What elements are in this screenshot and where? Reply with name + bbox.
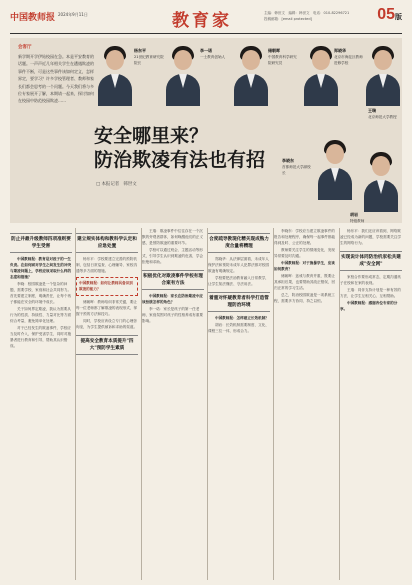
article-columns bbox=[10, 228, 402, 580]
article-column bbox=[340, 228, 402, 580]
person-role: 北京市海淀区教师进修学校 bbox=[334, 55, 363, 65]
callout-box bbox=[76, 277, 138, 296]
paper-date: 2024年9月11日 bbox=[58, 12, 88, 17]
paragraph: 中国教师报：教育是对孩子的一生负责。在如何面对学生之间发生的冲突与欺凌问题上，学校应该采取什么样的态度和措施？ bbox=[10, 257, 72, 279]
article-column bbox=[76, 228, 138, 580]
portrait-bio bbox=[200, 48, 230, 60]
person-name: 杨东平 bbox=[134, 48, 146, 53]
paragraph: 同时，学校应该设立专门的心理咨询室，为学生提供倾诉和求助的渠道。 bbox=[76, 319, 138, 329]
article-column bbox=[208, 228, 270, 580]
paragraph: 关于如何界定欺凌，我认为需要从行为的性质、持续性、力量对比等方面综合考量，避免简单化处理。 bbox=[10, 307, 72, 323]
paragraph: 学校要把法治教育融入日常教学，让学生知法懂法、守法用法。 bbox=[208, 276, 269, 286]
paragraph: 王瑞：欺凌事件中往往存在一个沉默的旁观者群体，如何唤醒他们的正义感，是预防欺凌的重要环节。 bbox=[142, 229, 204, 245]
paragraph: 中国教师报：家长在防治欺凌中应该扮演怎样的角色？ bbox=[142, 294, 203, 304]
paragraph: 李晓东：学校应当建立欺凌事件的报告和处理程序，确保每一起事件都能得到及时、公正的处理。 bbox=[274, 229, 336, 245]
column-logo: 会客厅 bbox=[18, 45, 32, 50]
subhead: 着重对怀疑教育者科学打造管理防治环境 bbox=[208, 292, 270, 312]
headline bbox=[94, 124, 324, 172]
subhead: 防止并最升级教师四项准则要学生受害 bbox=[10, 233, 72, 253]
portrait-photo bbox=[232, 42, 270, 106]
portrait-photo bbox=[164, 42, 202, 106]
portrait-bio bbox=[334, 48, 364, 66]
person-role: 中国教育科学研究院研究员 bbox=[268, 55, 297, 65]
person-name: 王瑞 bbox=[368, 108, 376, 113]
paragraph: 总之，防治校园欺凌是一项系统工程，需要多方协同、持之以恒。 bbox=[274, 293, 335, 303]
paragraph: 家校合作要形成常态，定期沟通孩子在校和在家的表现。 bbox=[340, 275, 401, 285]
paragraph: 郑晓华：从法律层面看，未成年人保护法和预防未成年人犯罪法都对校园欺凌有明确规定。 bbox=[208, 257, 270, 273]
paragraph: 对于已经发生的欺凌事件，学校应当及时介入，保护受害学生，同时对施暴者进行教育和引导，帮助其认识错误。 bbox=[10, 326, 72, 348]
paragraph: 李一诺：家长是孩子的第一任老师，家庭氛围对孩子的性格养成有重要影响。 bbox=[142, 307, 204, 323]
portrait-bio bbox=[268, 48, 298, 66]
paragraph: 储朝晖：惩戒与教育并重，既要让其承担后果，也要帮助其改正错误，回归正常的学习生活。 bbox=[274, 274, 336, 290]
article-column bbox=[10, 228, 72, 580]
portrait-photo bbox=[96, 42, 134, 106]
paragraph: 教师要关注学生的情绪变化，发现异常要及时沟通。 bbox=[274, 248, 335, 258]
feature-header bbox=[10, 38, 402, 223]
edit-info bbox=[264, 10, 374, 22]
person-role: 21世纪教育研究院院长 bbox=[134, 55, 164, 65]
intro-block bbox=[18, 44, 96, 179]
subhead: 提高安全教育本质提升"四大"预防学生素质 bbox=[76, 335, 138, 355]
masthead bbox=[10, 4, 402, 34]
portrait-photo bbox=[364, 42, 402, 106]
subhead: 积极优化对欺凌事件学校有理合案有方法 bbox=[142, 270, 204, 290]
paragraph: 胡岩：长效机制需要制度、文化、课程三位一体，形成合力。 bbox=[208, 323, 269, 333]
paragraph: 储朝晖：教师培训非常关键，要让每一位老师都了解欺凌的表现形式，掌握干预的方法和技巧。 bbox=[76, 300, 138, 316]
person-role: 北京师范大学教授 bbox=[368, 115, 397, 119]
subhead: 实现说计体同防治机家松共建成"安全网" bbox=[340, 251, 402, 271]
person-role: 特级教师 bbox=[350, 219, 365, 223]
person-role: 首都师范大学副校长 bbox=[282, 165, 311, 175]
paragraph: 杨东平：学校要建立完善的预防机制，包括日常巡查、心理辅导、家校沟通等多方面的措施。 bbox=[76, 257, 138, 273]
portrait-bio bbox=[350, 212, 380, 224]
paragraph: 中国教师报：怎样建立长效机制？ bbox=[215, 316, 269, 320]
person-name: 李晓东 bbox=[282, 158, 294, 163]
paragraph: 杨东平：我们还应该看到，网络欺凌已经成为新的问题，学校需要关注学生的网络行为。 bbox=[340, 229, 402, 245]
edit-line-1: 主编：韩世文 编辑：韩世文 电话：010-82296721 bbox=[264, 11, 350, 15]
person-name: 郑晓华 bbox=[334, 48, 346, 53]
intro-text: 新学期开学伊始校园在急。本是平安教育的话题。一声声近几年相关学生在遭遇欺凌的事件不断，可是这些事件该如何定义，怎样界定，要学习？许多学校管理者、教师和家长们都会思考的一个问题。今天我们将与多位专家展开了解，本期请一起来，探讨如何在校园中防范校园欺凌…… bbox=[18, 54, 94, 104]
headline-line-1: 安全哪里来？ bbox=[94, 125, 209, 147]
portrait-bio bbox=[134, 48, 164, 66]
page-number bbox=[377, 6, 402, 24]
page-number-suffix: 版 bbox=[395, 14, 402, 21]
byline: □ 本报记者 韩世文 bbox=[96, 182, 137, 187]
edit-line-2: 投稿邮箱：[email protected] bbox=[264, 17, 312, 21]
section-title: 教育家 bbox=[172, 11, 232, 31]
person-role: 一土教育创始人 bbox=[200, 55, 226, 59]
paper-name: 中国教师报 bbox=[10, 13, 56, 23]
person-name: 李一诺 bbox=[200, 48, 212, 53]
callout-text: 中国教师报：如何让教师具备识别欺凌的能力？ bbox=[79, 281, 133, 291]
page-number-value: 05 bbox=[377, 6, 395, 23]
paragraph: 李晓：校园欺凌是一个复杂的问题，需要学校、家庭和社会共同努力。首先要建立制度，明确责任，让每个孩子都能在安全的环境中成长。 bbox=[10, 282, 72, 304]
person-name: 胡岩 bbox=[350, 212, 358, 217]
portrait-bio bbox=[368, 108, 398, 120]
paragraph: 学校可以通过班会、主题活动等形式，引导学生认识到欺凌的危害，学会拒绝和求助。 bbox=[142, 248, 204, 264]
paragraph: 中国教师报：感谢各位专家的分享。 bbox=[340, 301, 398, 311]
person-name: 储朝晖 bbox=[268, 48, 280, 53]
subhead: 合度疏导教现化精关现成熟力度合量将精理 bbox=[208, 233, 270, 253]
subhead: 建立规实体构和教科学认定和应急处置 bbox=[76, 233, 138, 253]
paragraph: 中国教师报：对于施暴学生，应该如何教育？ bbox=[274, 261, 335, 271]
headline-line-2: 防治欺凌有法也有招 bbox=[94, 149, 266, 171]
article-column bbox=[142, 228, 204, 580]
article-column bbox=[274, 228, 336, 580]
paragraph: 王瑞：同伴支持计划是一种有效的方法，让学生互相关心、互相帮助。 bbox=[340, 288, 401, 298]
portrait-photo bbox=[362, 148, 400, 212]
